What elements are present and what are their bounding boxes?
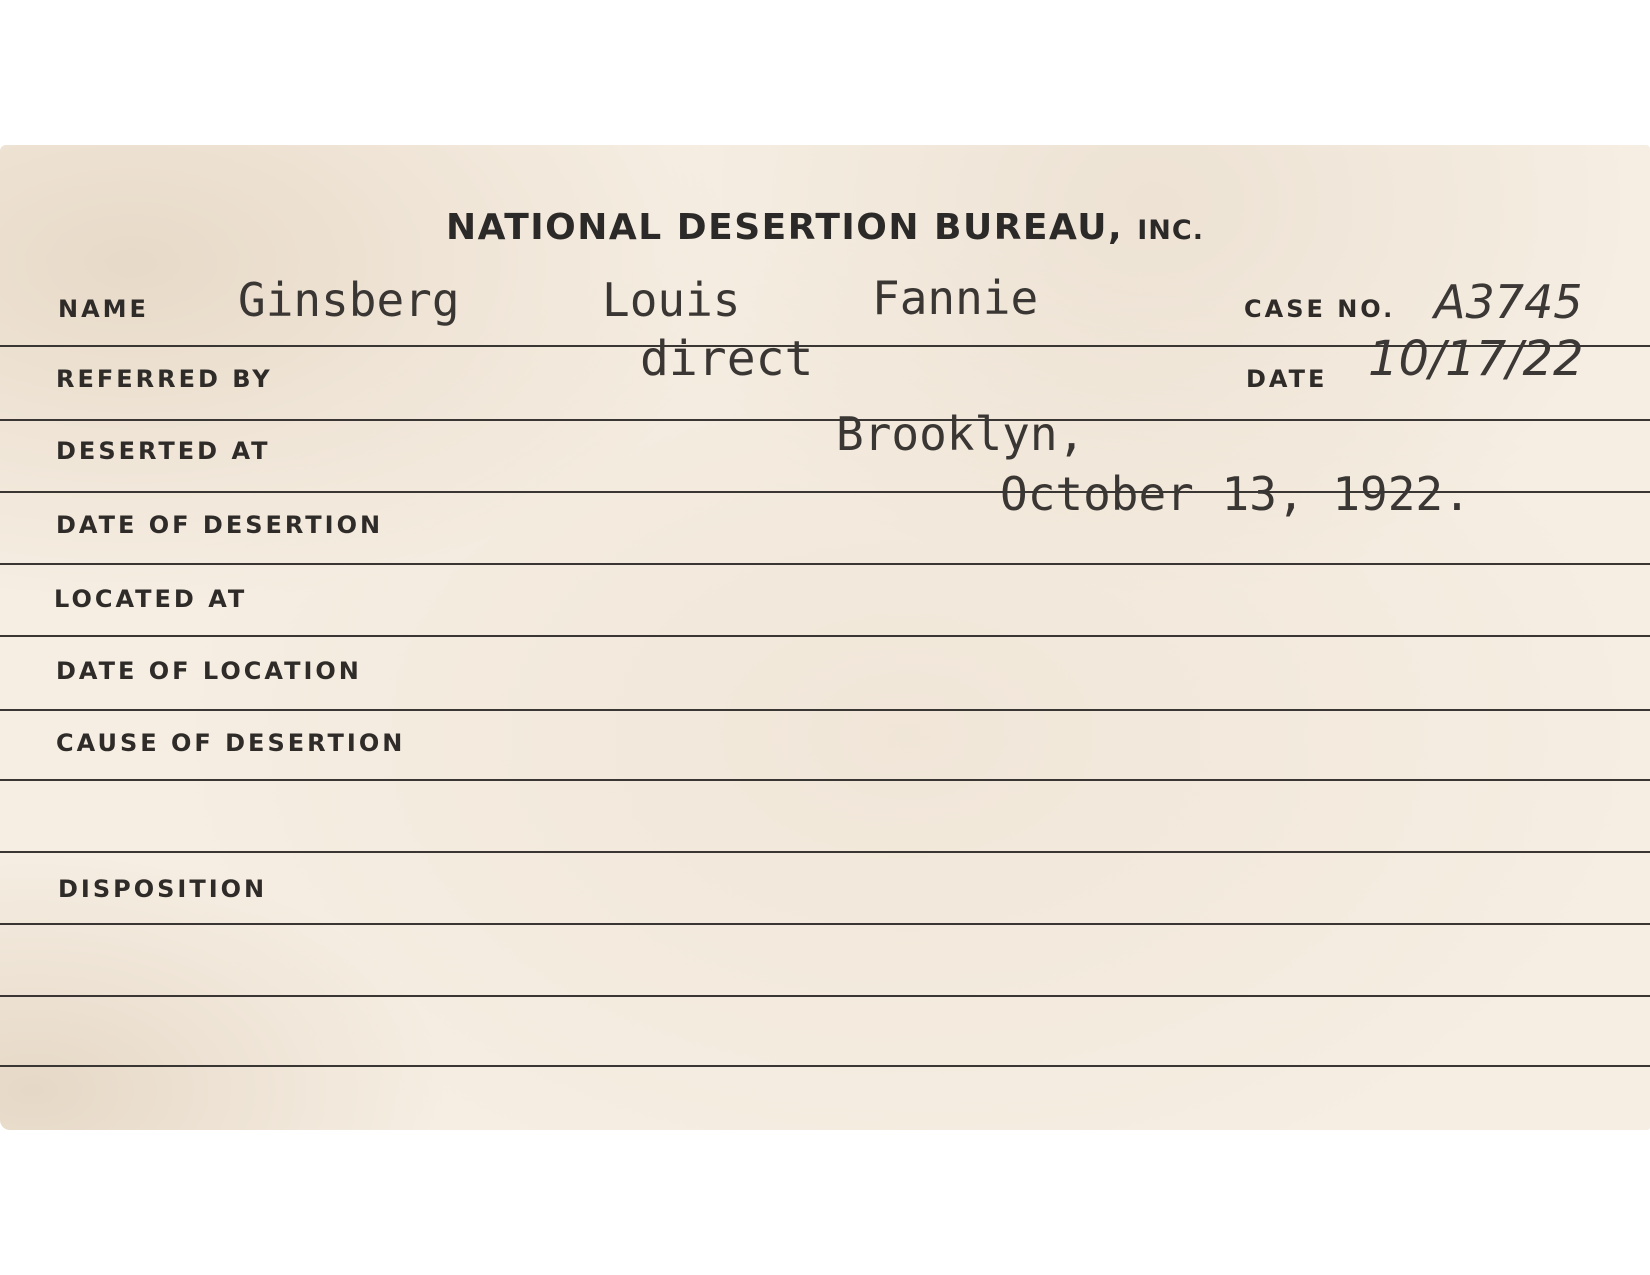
card-title <box>0 207 1650 248</box>
deserted-at-label: DESERTED AT <box>56 437 271 465</box>
rule-date-of-location <box>0 709 1650 711</box>
wife-name-value: Fannie <box>872 271 1039 325</box>
located-at-label: LOCATED AT <box>54 585 248 613</box>
rule-blank-3 <box>0 1065 1650 1067</box>
org-suffix: INC. <box>1137 215 1204 246</box>
date-label: DATE <box>1246 365 1328 393</box>
rule-located-at <box>0 635 1650 637</box>
rule-referred-by <box>0 419 1650 421</box>
date-of-desertion-value: October 13, 1922. <box>1000 467 1471 521</box>
case-no-value: A3745 <box>1434 275 1583 329</box>
date-of-location-label: DATE OF LOCATION <box>56 657 362 685</box>
name-label: NAME <box>58 295 149 323</box>
rule-disposition <box>0 923 1650 925</box>
org-name: NATIONAL DESERTION BUREAU, <box>446 207 1124 248</box>
referred-by-value: direct <box>640 331 814 387</box>
rule-date-of-desertion <box>0 563 1650 565</box>
date-of-desertion-label: DATE OF DESERTION <box>56 511 384 539</box>
disposition-label: DISPOSITION <box>58 875 268 903</box>
surname-value: Ginsberg <box>238 273 460 327</box>
rule-blank-1 <box>0 851 1650 853</box>
cause-of-desertion-label: CAUSE OF DESERTION <box>56 729 406 757</box>
deserted-at-value: Brooklyn, <box>836 407 1086 461</box>
husband-name-value: Louis <box>602 273 741 327</box>
rule-blank-2 <box>0 995 1650 997</box>
rule-cause-of-desertion <box>0 779 1650 781</box>
record-card <box>0 145 1650 1130</box>
case-no-label: CASE NO. <box>1244 295 1396 323</box>
date-value: 10/17/22 <box>1368 331 1584 387</box>
rule-deserted-at <box>0 491 1650 493</box>
referred-by-label: REFERRED BY <box>56 365 273 393</box>
